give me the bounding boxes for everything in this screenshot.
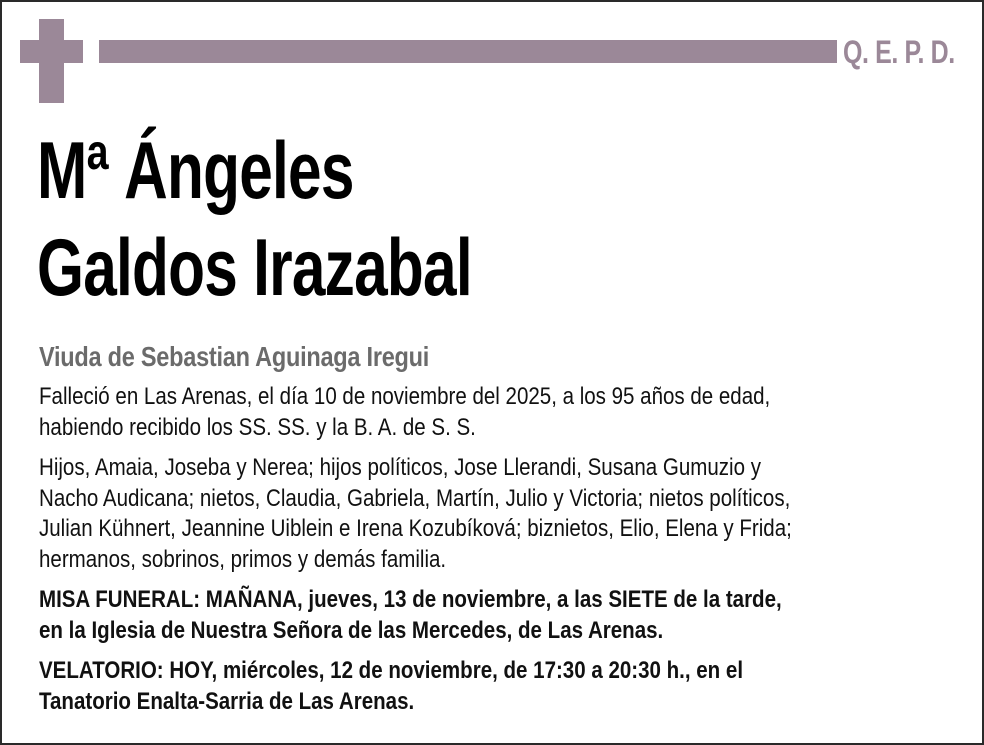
text-line: en la Iglesia de Nuestra Señora de las Mercedes, de Las Arenas. — [39, 616, 664, 644]
funeral-mass-paragraph — [39, 585, 928, 646]
text-line: Nacho Audicana; nietos, Claudia, Gabriela, Martín, Julio y Victoria; nietos políticos, — [39, 484, 791, 512]
qepd-label: Q. E. P. D. — [843, 34, 955, 70]
text-line: habiendo recibido los SS. SS. y la B. A. de S. S. — [39, 413, 476, 441]
deceased-name-first: Mª Ángeles — [37, 126, 354, 216]
obituary-body — [39, 382, 928, 727]
widow-of-subtitle: Viuda de Sebastian Aguinaga Iregui — [39, 341, 430, 372]
family-paragraph — [39, 453, 928, 575]
text-line: hermanos, sobrinos, primos y demás familia. — [39, 545, 447, 573]
text-line: Julian Kühnert, Jeannine Uiblein e Irena Kozubíková; biznietos, Elio, Elena y Frida; — [39, 515, 792, 542]
text-line: Hijos, Amaia, Joseba y Nerea; hijos políticos, Jose Llerandi, Susana Gumuzio y — [39, 454, 761, 481]
header-rule — [99, 40, 837, 63]
wake-paragraph — [39, 656, 928, 717]
text-line: VELATORIO: HOY, miércoles, 12 de noviembre, de 17:30 a 20:30 h., en el — [39, 657, 744, 684]
deceased-name-surnames: Galdos Irazabal — [37, 223, 472, 313]
text-line: Falleció en Las Arenas, el día 10 de noviembre del 2025, a los 95 años de edad, — [39, 383, 771, 410]
cross-icon-arm — [20, 40, 83, 63]
text-line: MISA FUNERAL: MAÑANA, jueves, 13 de noviembre, a las SIETE de la tarde, — [39, 586, 782, 613]
text-line: Tanatorio Enalta-Sarria de Las Arenas. — [39, 687, 415, 715]
death-notice-paragraph — [39, 382, 928, 443]
